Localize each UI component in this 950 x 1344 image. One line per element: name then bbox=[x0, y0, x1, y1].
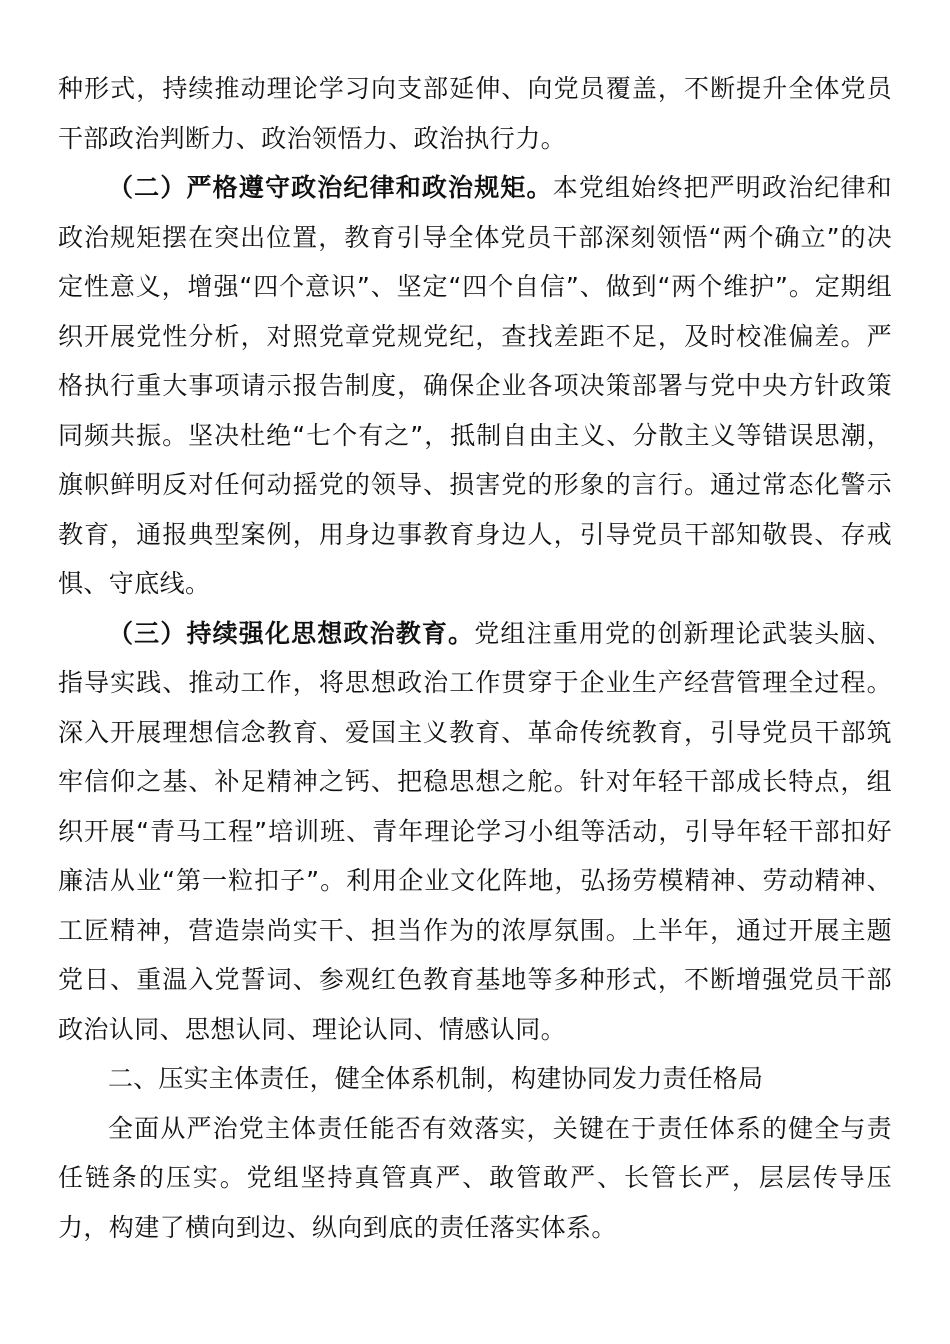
paragraph-continuation: 种形式，持续推动理论学习向支部延伸、向党员覆盖，不断提升全体党员干部政治判断力、政治领悟力、政治执行力。 bbox=[58, 74, 892, 153]
chapter-2-intro: 全面从严治党主体责任能否有效落实，关键在于责任体系的健全与责任链条的压实。党组坚持真管真严、敢管敢严、长管长严，层层传导压力，构建了横向到边、纵向到底的责任落实体系。 bbox=[58, 1113, 892, 1242]
chapter-2-heading: 二、压实主体责任，健全体系机制，构建协同发力责任格局 bbox=[108, 1064, 764, 1093]
section-2-body: 本党组始终把严明政治纪律和政治规矩摆在突出位置，教育引导全体党员干部深刻领悟“两个确立”的决定性意义，增强“四个意识”、坚定“四个自信”、做到“两个维护”。定期组织开展党性分析，对照党章党规党纪，查找差距不足，及时校准偏差。严格执行重大事项请示报告制度，确保企业各项决策部署与党中央方针政策同频共振。坚决杜绝“七个有之”，抵制自由主义、分散主义等错误思潮，旗帜鲜明反对任何动摇党的领导、损害党的形象的言行。通过常态化警示教育，通报典型案例，用身边事教育身边人，引导党员干部知敬畏、存戒惧、守底线。 bbox=[58, 173, 893, 598]
section-2-heading: （二）严格遵守政治纪律和政治规矩。 bbox=[108, 173, 553, 202]
paragraph-section-2 bbox=[58, 163, 892, 609]
document-body bbox=[58, 64, 892, 1252]
section-3-heading: （三）持续强化思想政治教育。 bbox=[108, 618, 475, 648]
section-3-body: 党组注重用党的创新理论武装头脑、指导实践、推动工作，将思想政治工作贯穿于企业生产经营管理全过程。深入开展理想信念教育、爱国主义教育、革命传统教育，引导党员干部筑牢信仰之基、补足精神之钙、把稳思想之舵。针对年轻干部成长特点，组织开展“青马工程”培训班、青年理论学习小组等活动，引导年轻干部扣好廉洁从业“第一粒扣子”。利用企业文化阵地，弘扬劳模精神、劳动精神、工匠精神，营造崇尚实干、担当作为的浓厚氛围。上半年，通过开展主题党日、重温入党誓词、参观红色教育基地等多种形式，不断增强党员干部政治认同、思想认同、理论认同、情感认同。 bbox=[58, 618, 892, 1044]
paragraph-section-3 bbox=[58, 609, 892, 1055]
